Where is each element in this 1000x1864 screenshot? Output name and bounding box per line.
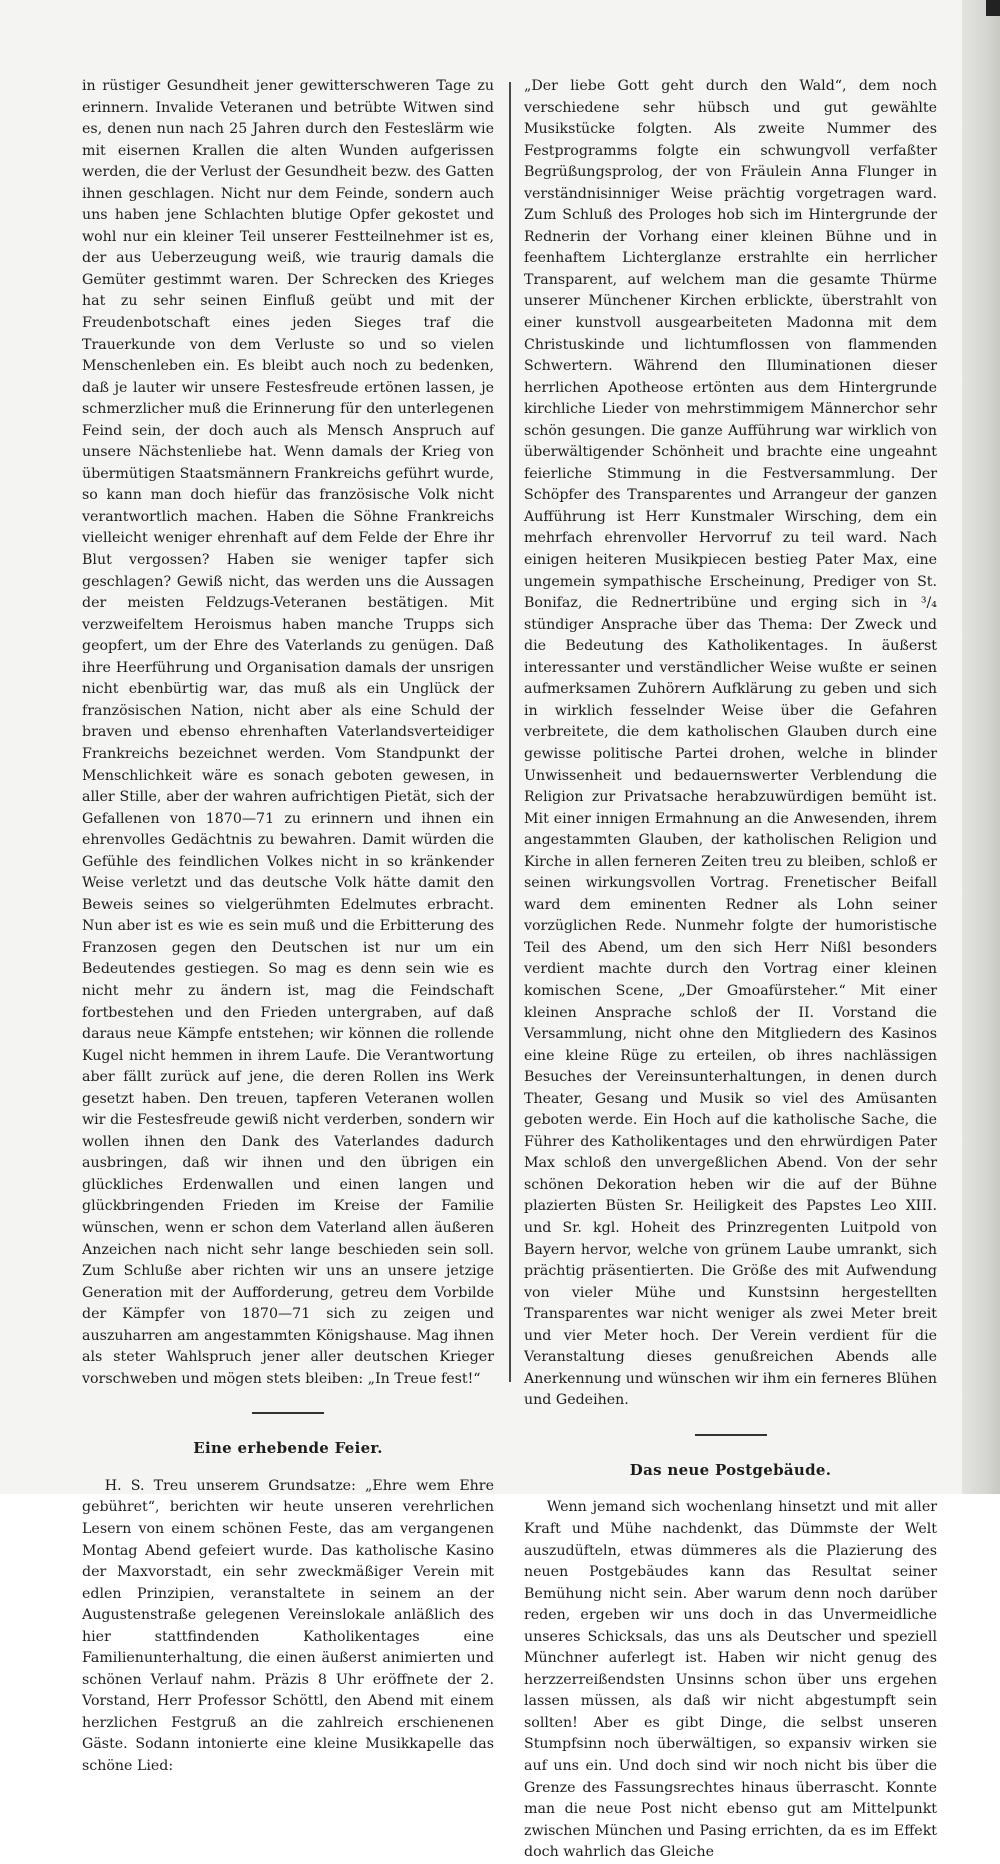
article-separator — [252, 1412, 324, 1414]
left-column — [82, 76, 494, 1778]
article-separator-right — [695, 1434, 767, 1436]
corner-mark — [986, 0, 1000, 16]
continued-article-text: in rüstiger Gesundheit jener gewitterschweren Tage zu erinnern. Invalide Veteranen und betrübte Witwen sind es, denen nun nach 25 Jahren durch den Festeslärm wie mit eisernen Krallen die alten Wunden aufgerissen werden, die der Verlust der Gesundheit bezw. des Gatten ihnen geschlagen. Nicht nur dem Feinde, sondern auch uns haben jene Schlachten blutige Opfer gekostet und wohl nur ein kleiner Teil unserer Festteilnehmer ist es, der aus Ueberzeugung weiß, wie traurig damals die Gemüter gestimmt waren. Der Schrecken des Krieges hat zu sehr seinen Einfluß geübt und mit der Freudenbotschaft eines jeden Sieges traf die Trauerkunde von dem Verluste so und so vielen Menschenleben ein. Es bleibt auch noch zu bedenken, daß je lauter wir unsere Festesfreude ertönen lassen, je schmerzlicher muß die Erinnerung für den unterlegenen Feind sein, der doch auch als Mensch Anspruch auf unsere Nächstenliebe hat. Wenn damals der Krieg von übermütigen Staatsmännern Frankreichs geführt wurde, so kann man doch hiefür das französische Volk nicht verantwortlich machen. Haben die Söhne Frankreichs vielleicht weniger ehrenhaft auf dem Felde der Ehre ihr Blut vergossen? Haben sie weniger tapfer sich geschlagen? Gewiß nicht, das werden uns die Aussagen der meisten Feldzugs-Veteranen bestätigen. Mit verzweifeltem Heroismus haben manche Trupps sich geopfert, um der Ehre des Vaterlands zu genügen. Daß ihre Heerführung und Organisation damals der unsrigen nicht ebenbürtig war, das muß als ein Unglück der französischen Nation, nicht aber als eine Schuld der braven und ebenso ehrenhaften Vaterlandsverteidiger Frankreichs bezeichnet werden. Vom Standpunkt der Menschlichkeit wäre es sonach geboten gewesen, in aller Stille, aber der wahren aufrichtigen Pietät, sich der Gefallenen von 1870—71 zu erinnern und ihnen ein ehrenvolles Gedächtnis zu bewahren. Damit würden die Gefühle des feindlichen Volkes nicht in so kränkender Weise verletzt und das deutsche Volk hätte damit den Beweis seines so vielgerühmten Edelmutes erbracht. Nun aber ist es wie es sein muß und die Erbitterung des Franzosen gegen den Deutschen ist nur um ein Bedeutendes gestiegen. So mag es denn sein wie es nicht mehr zu ändern ist, mag die Feindschaft fortbestehen und den Frieden untergraben, auf daß daraus neue Kämpfe entstehen; wir können die rollende Kugel nicht hemmen in ihrem Laufe. Die Verantwortung aber fällt zurück auf jene, die deren Rollen ins Werk gesetzt haben. Den treuen, tapferen Veteranen wollen wir die Festesfreude gewiß nicht verderben, sondern wir wollen ihnen den Dank des Vaterlandes dadurch ausbringen, daß wir ihnen und den übrigen ein glückliches Erdenwallen und einen langen und glückbringenden Frieden im Kreise der Familie wünschen, wenn er schon dem Vaterland allen äußeren Anzeichen nach nicht sehr lange beschieden sein soll. Zum Schluße aber richten wir uns an unsere jetzige Generation mit der Aufforderung, getreu dem Vorbilde der Kämpfer von 1870—71 sich zu zeigen und auszuharren am angestammten Königshause. Mag ihnen als steter Wahlspruch jener aller deutschen Krieger vorschweben und mögen stets bleiben: „In Treue fest!“ — [82, 78, 494, 1387]
page-edge — [962, 0, 1000, 1494]
article-text-postgebaeude: Wenn jemand sich wochenlang hinsetzt und mit aller Kraft und Mühe nachdenkt, das Dümmste der Welt auszudüfteln, etwas dümmeres als die Plazierung des neuen Postgebäudes kann das Resultat seiner Bemühung nicht sein. Aber warum denn noch darüber reden, ergeben wir uns doch in das Unvermeidliche unseres Schicksals, das uns als Deutscher und speziell Münchner auferlegt ist. Haben wir nicht genug des herzzerreißendsten Unsinns schon über uns ergehen lassen müssen, als daß wir nicht abgestumpft sein sollten! Aber es gibt Dinge, die selbst unseren Stumpfsinn noch überwältigen, so expansiv wirken sie auf uns ein. Und doch sind wir noch nicht bis über die Grenze des Fassungsrechtes hinaus überrascht. Konnte man die neue Post nicht ebenso gut am Mittelpunkt zwischen München und Pasing errichten, da es im Effekt doch wahrlich das Gleiche — [524, 1499, 937, 1861]
article-text-feier: H. S. Treu unserem Grundsatze: „Ehre wem Ehre gebühret“, berichten wir heute unseren verehrlichen Lesern von einem schönen Feste, das am vergangenen Montag Abend gefeiert wurde. Das katholische Kasino der Maxvorstadt, ein sehr zweckmäßiger Verein mit edlen Prinzipien, veranstaltete in seinem an der Augustenstraße gelegenen Vereinslokale anläßlich des hier stattfindenden Katholikentages eine Familienunterhaltung, die einen äußerst animierten und schönen Verlauf nahm. Präzis 8 Uhr eröffnete der 2. Vorstand, Herr Professor Schöttl, den Abend mit einem herzlichen Festgruß an die zahlreich erschienenen Gäste. Sodann intonierte eine kleine Musikkapelle das schöne Lied: — [82, 1477, 494, 1775]
article-title-feier: Eine erhebende Feier. — [193, 1439, 383, 1458]
article-title-postgebaeude: Das neue Postgebäude. — [629, 1460, 832, 1479]
right-column — [524, 76, 937, 1864]
continued-article-text-right: „Der liebe Gott geht durch den Wald“, dem noch verschiedene sehr hübsch und gut gewählte Musikstücke folgten. Als zweite Nummer des Festprogramms folgte ein schwungvoll verfaßter Begrüßungsprolog, der von Fräulein Anna Flunger in verständnisinniger Weise prächtig vorgetragen ward. Zum Schluß des Prologes hob sich im Hintergrunde der Rednerin der Vorhang einer kleinen Bühne und in feenhaftem Lichterglanze erstrahlte ein herrlicher Transparent, auf welchem man die gesamte Thürme unserer Münchener Kirchen erblickte, überstrahlt von einer kunstvoll ausgearbeiteten Madonna mit dem Christuskinde und lichtumflossen von flammenden Schwertern. Während den Illuminationen dieser herrlichen Apotheose ertönten aus dem Hintergrunde kirchliche Lieder von mehrstimmigem Männerchor sehr schön gesungen. Die ganze Aufführung war wirklich von überwältigender Schönheit und brachte eine ungeahnt feierliche Stimmung in die Festversammlung. Der Schöpfer des Transparentes und Arrangeur der ganzen Aufführung ist Herr Kunstmaler Wirsching, dem ein mehrfach ehrenvoller Hervorruf zu teil ward. Nach einigen heiteren Musikpiecen bestieg Pater Max, eine ungemein sympathische Erscheinung, Prediger von St. Bonifaz, die Rednertribüne und erging sich in ³/₄ stündiger Ansprache über das Thema: Der Zweck und die Bedeutung des Katholikentages. In äußerst interessanter und verständlicher Weise wußte er seinen aufmerksamen Zuhörern Aufklärung zu geben und sich in wirklich fesselnder Weise über die Gefahren verbreitete, die dem katholischen Glauben durch eine gewisse politische Partei drohen, welche in blinder Unwissenheit und bedauernswerter Verblendung die Religion zur Privatsache herabzuwürdigen bemüht ist. Mit einer innigen Ermahnung an die Anwesenden, ihrem angestammten Glauben, der katholischen Religion und Kirche in allen ferneren Zeiten treu zu bleiben, schloß er seinen wirkungsvollen Vortrag. Frenetischer Beifall ward dem eminenten Redner als Lohn seiner vorzüglichen Rede. Nunmehr folgte der humoristische Teil des Abend, um den sich Herr Nißl besonders verdient machte durch den Vortrag einer kleinen komischen Scene, „Der Gmoafürsteher.“ Mit einer kleinen Ansprache schloß der II. Vorstand die Versammlung, nicht ohne den Mitgliedern des Kasinos eine kleine Rüge zu erteilen, ob ihres nachlässigen Besuches der Vereinsunterhaltungen, in denen durch Theater, Gesang und Musik so viel des Amüsanten geboten werde. Ein Hoch auf die katholische Sache, die Führer des Katholikentages und den ehrwürdigen Pater Max schloß den unvergeßlichen Abend. Von der sehr schönen Dekoration heben wir die auf der Bühne plazierten Büsten Sr. Heiligkeit des Papstes Leo XIII. und Sr. kgl. Hoheit des Prinzregenten Luitpold von Bayern hervor, welche von grünem Laube umrankt, sich prächtig präsentierten. Die Größe des mit Aufwendung von vieler Mühe und Kunstsinn hergestellten Transparentes war nicht weniger als zwei Meter breit und vier Meter hoch. Der Verein verdient für die Veranstaltung dieses genußreichen Abends alle Anerkennung und wünschen wir ihm ein ferneres Blühen und Gedeihen. — [524, 78, 937, 1409]
column-rule — [509, 82, 511, 1382]
